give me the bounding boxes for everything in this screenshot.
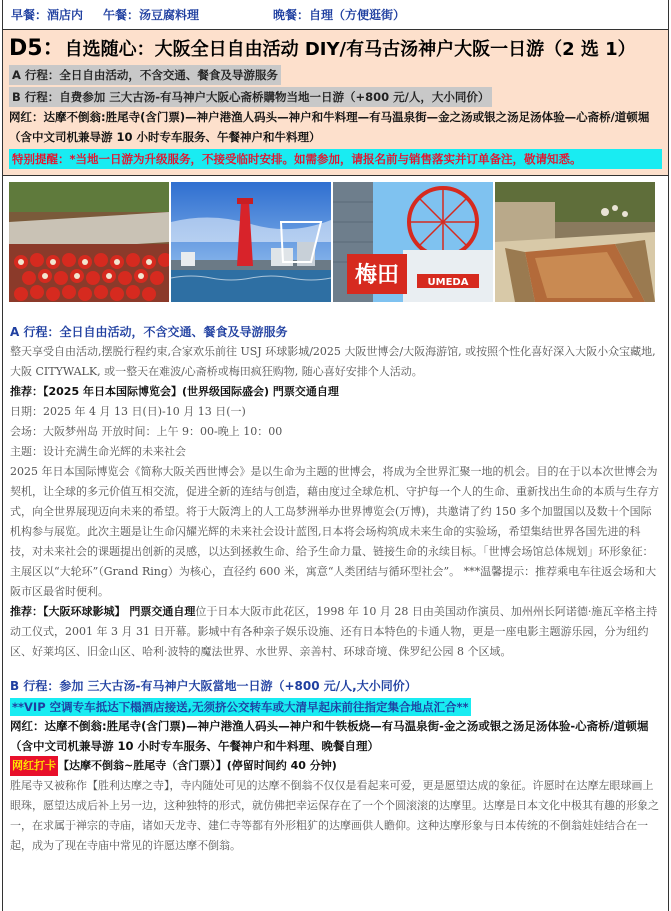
umeda-ferris-wheel-photo [333,182,493,302]
vip-transfer-note: **VIP 空调专车抵达下榻酒店接送,无须挤公交转车或大清早起床前往指定集合地点汇合** [12,700,469,714]
expo-description: 2025 年日本国际博览会《简称大阪关西世博会》是以生命为主题的世博会，将成为全世界汇聚一地的机会。目的在于以本次世博会为契机，让全球的多元价值互相交流，促进全新的连结与创造，藉由度过全球危机、守护每一个人的生命、重新找出生命的本质与生存方式，向全世界展现迈向未来的希望。将于大阪湾上的人工岛梦洲举办世界博览会(万博)，共邀请了约 150 多个加盟国以及数十个国际机构参与展览。此次主题是让生命闪耀光辉的未来社会设计蓝图,日本将会场构筑成未来生命的实验场，希望集结世界各国先进的科技，对未来社会的课题提出创新的灵感，以达到拯救生命、给予生命力量、链接生命的永续目标。「世博会场馆总体规划」环形象征：主展区以“大轮环”（Grand Ring）为核心，直径约 600 米，寓意“人类团结与循环型社会”。 ***温馨提示：推荐乘电车往返会场和大阪市区最省时便利。 [10,465,659,598]
section-a-title: A 行程：全日自由活动，不含交通、餐食及导游服务 [10,325,288,339]
day-title: D5：自选随心：大阪全日自由活动 DIY/有马古汤神户大阪一日游（2 选 1） [9,36,636,61]
section-b-title: B 行程：参加 三大古汤-有马神户大阪當地一日游（+800 元/人,大小同价） [10,679,417,693]
daruma-temple-photo [9,182,169,302]
route-summary: 网红：达摩不倒翁:胜尾寺(含门票)—神户港渔人码头—神户和牛料理—有马温泉街—金之汤或银之汤足汤体验—心斋桥/道顿堀（含中文司机兼导游 10 小时专车服务、午餐神户和牛料理） [9,110,650,144]
section-a-intro: 整天享受自由活动,摆脱行程约束,合家欢乐前往 USJ 环球影城/2025 大阪世博会/大阪海游馆, 或按照个性化喜好深入大阪小众宝藏地, 大阪 CITYWALK, 或一整天在难波/心斋桥或梅田疯狂购物, 随心喜好安排个人活动。 [10,345,656,378]
expo-venue: 会场：大阪梦州岛 开放时间：上午 9：00-晚上 10：00 [10,425,283,438]
lunch-info: 午餐：汤豆腐料理 [103,8,200,22]
hotspot-tag: 网红打卡 [10,756,58,776]
option-b-summary: B 行程：自费参加 三大古汤-有马神户大阪心斋桥購物当地一日游（+800 元/人，大小同价） [9,87,492,107]
expo-recommendation: 推荐：【2025 年日本国际博览会】(世界级国际盛会) 門票交通自理 [10,385,339,398]
svg-text:梅田: 梅田 [354,263,400,288]
expo-theme: 主题：设计充满生命光辉的未来社会 [10,445,186,458]
expo-date: 日期：2025 年 4 月 13 日(日)-10 月 13 日(一) [10,405,246,418]
kobe-port-tower-photo [171,182,331,302]
option-a-summary: A 行程：全日自由活动，不含交通、餐食及导游服务 [9,65,281,85]
day-header [3,30,668,176]
section-b-route: 网红：达摩不倒翁:胜尾寺(含门票)—神户港渔人码头—神户和牛铁板烧—有马温泉街-金之汤或银之汤足汤体验-心斋桥/道顿堀（含中文司机兼导游 10 小时专车服务、午餐神户和牛料理、晚餐自理） [10,719,649,753]
day-content [3,304,668,856]
photo-strip [3,176,668,304]
meals-bar [3,0,668,30]
itinerary-page [2,0,669,911]
usj-recommendation: 推荐：【大阪环球影城】 門票交通自理位于日本大阪市此花区，1998 年 10 月 28 日由美国动作演员、加州州长阿诺德·施瓦辛格主持动工仪式，2001 年 3 月 31 日开幕。影城中有各种亲子娱乐设施、还有日本特色的卡通人物，更是一座电影主题游乐园，分为纽约区、好莱坞区、旧金山区、哈利·波特的魔法世界、水世界、亲善村、环球奇境、侏罗纪公园 8 个区域。 [10,605,658,658]
arima-footbath-photo [495,182,655,302]
stop-daruma-description: 胜尾寺又被称作【胜利达摩之寺】，寺内随处可见的达摩不倒翁不仅仅是看起来可爱，更是愿望达成的象征。许愿时在达摩左眼球画上眼珠，愿望达成后补上另一边，这种独特的形式，就仿佛把幸运保存在了一个个圆滚滚的达摩里。达摩是日本文化中极其有趣的形象之一，在求属于禅宗的寺庙，诸如天龙寺、建仁寺等都有外形粗犷的达摩画供人瞻仰。这种达摩形象与日本传统的不倒翁娃娃结合在一起，成为了现在寺庙中常见的许愿达摩不倒翁。 [10,779,659,852]
stop-daruma-temple: 网红打卡 【达摩不倒翁~胜尾寺（含门票）】(停留时间约 40 分钟) [10,756,661,776]
special-notice: 特别提醒：*当地一日游为升级服务，不接受临时安排。如需参加，请报名前与销售落实并订单备注，敬请知悉。 [9,149,662,169]
dinner-info: 晚餐：自理（方便逛街） [273,8,406,22]
svg-text:UMEDA: UMEDA [427,277,469,288]
breakfast-info: 早餐：酒店内 [11,8,84,22]
